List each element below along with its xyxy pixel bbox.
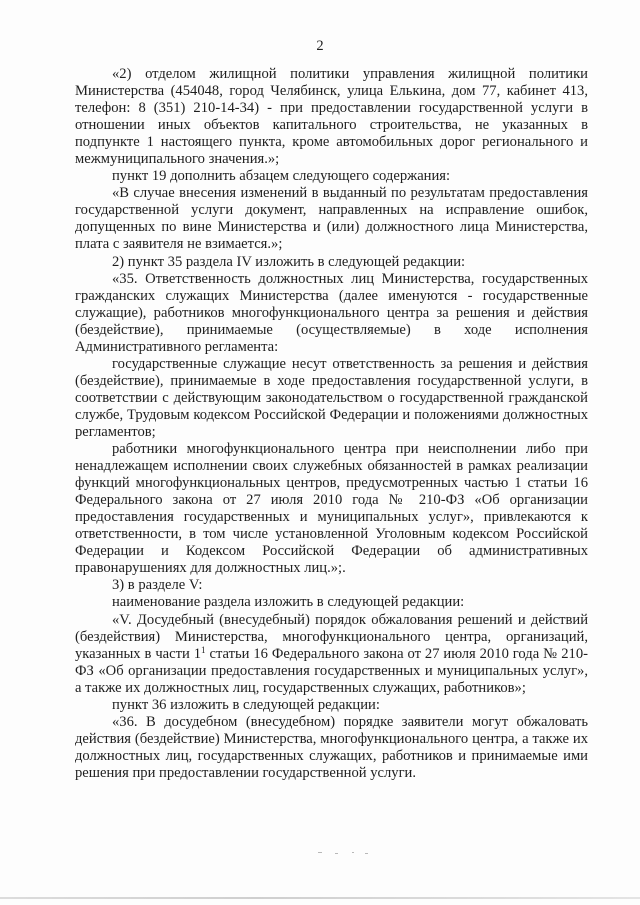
section-v-title-text: «V. Досудебный (внесудебный) порядок обжалования решений и действий (бездействия) Министерства, многофункционального центра, организаций, указанных в части 1 xyxy=(75,611,588,662)
paragraph-section-v-intro: 3) в разделе V: xyxy=(112,577,203,594)
paragraph-section-v-title xyxy=(75,612,588,697)
paragraph-item-36-intro: пункт 36 изложить в следующей редакции: xyxy=(112,696,380,713)
paragraph-item-19-intro: пункт 19 дополнить абзацем следующего содержания: xyxy=(112,168,451,185)
paragraph-item-35: «35. Ответственность должностных лиц Министерства, государственных гражданских служащих Министерства (далее именуются - государственные служащие), работников многофункционального центра за решения и действия (бездействие), принимаемые (осуществляемые) в ходе исполнения Административного регламента: xyxy=(75,270,588,355)
page-number: 2 xyxy=(316,38,324,54)
paragraph-civil-servants: государственные служащие несут ответственность за решения и действия (бездействие), принимаемые в ходе предоставления государственной услуги, в соответствии с действующим законодательством о государственной гражданской службе, Трудовым кодексом Российской Федерации и положениями должностных регламентов; xyxy=(75,355,588,440)
scan-speck xyxy=(365,853,368,854)
scan-bottom-edge xyxy=(0,897,640,899)
paragraph-subitem-2: «2) отделом жилищной политики управления жилищной политики Министерства (454048, город Челябинск, улица Елькина, дом 77, кабинет 413, телефон: 8 (351) 210-14-34) - при предоставлении государственной услуги в отношении иных объектов капитального строительства, не указанных в подпункте 1 настоящего пункта, кроме автомобильных дорог регионального и межмуниципального значения.»; xyxy=(75,66,588,168)
document-body xyxy=(75,66,588,782)
scan-speck xyxy=(318,852,322,853)
paragraph-mfc-workers: работники многофункционального центра при неисполнении либо при ненадлежащем исполнении своих служебных обязанностей в рамках реализации функций многофункциональных центров, предусмотренных частью 1 статьи 16 Федерального закона от 27 июля 2010 года № 210-ФЗ «Об организации предоставления государственных и муниципальных услуг», привлекаются к ответственности, в том числе установленной Уголовным кодексом Российской Федерации и Кодексом Российской Федерации об административных правонарушениях для должностных лиц.»;. xyxy=(75,441,588,577)
scan-speck xyxy=(352,852,354,853)
paragraph-item-35-intro: 2) пункт 35 раздела IV изложить в следующей редакции: xyxy=(112,253,466,270)
section-v-title-text-end: статьи 16 Федерального закона от 27 июля 2010 года № 210-ФЗ «Об организации предоставления государственных и муниципальных услуг», а также их должностных лиц, государственных служащих, работников»; xyxy=(75,645,588,696)
paragraph-item-36: «36. В досудебном (внесудебном) порядке заявители могут обжаловать действия (бездействие) Министерства, многофункционального центра, а также их должностных лиц, государственных служащих, работников и принимаемые ими решения при предоставлении государственной услуги. xyxy=(75,713,588,781)
paragraph-item-19-addition: «В случае внесения изменений в выданный по результатам предоставления государственной услуги документ, направленных на исправление ошибок, допущенных по вине Министерства и (или) должностного лица Министерства, плата с заявителя не взимается.»; xyxy=(75,185,588,253)
section-v-title-superscript: 1 xyxy=(201,644,206,655)
paragraph-section-title-intro: наименование раздела изложить в следующей редакции: xyxy=(112,594,465,611)
scan-speck xyxy=(335,853,338,854)
